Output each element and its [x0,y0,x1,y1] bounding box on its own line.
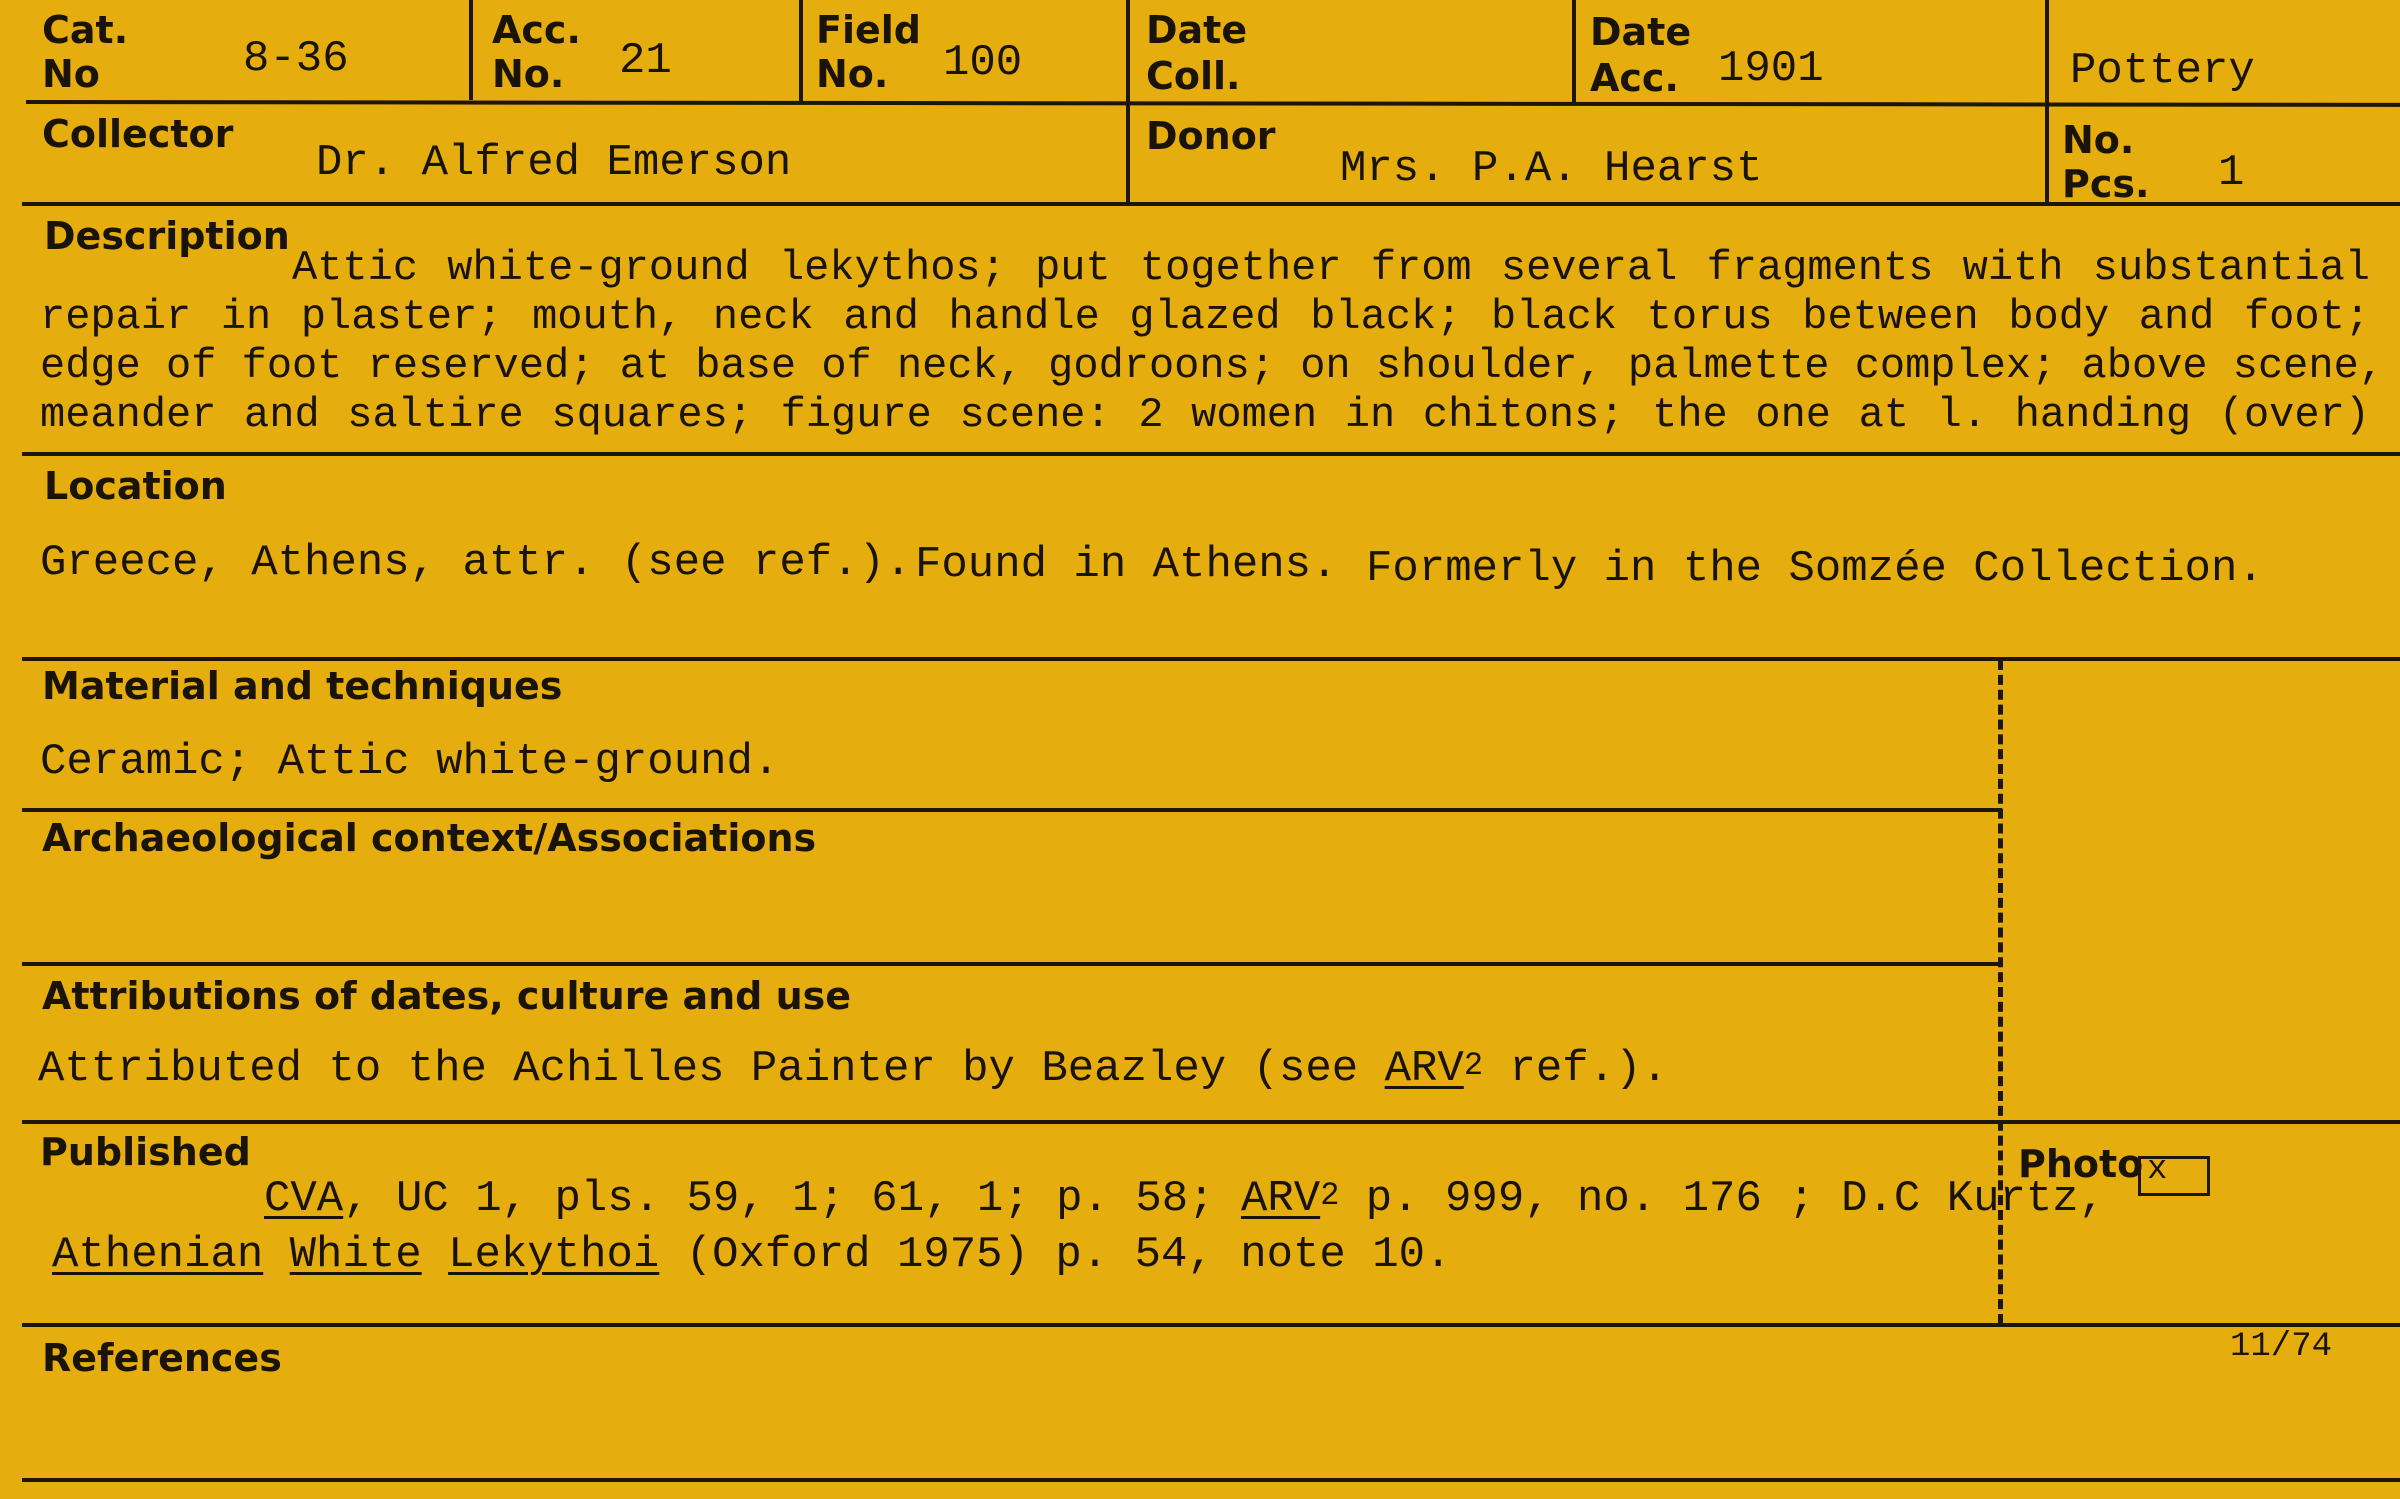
description-line-3: edge of foot reserved; at base of neck, godroons; on shoulder, palmette complex; above scene, [40,342,2384,390]
rule-collector [22,202,2400,206]
collector-value: Dr. Alfred Emerson [316,138,792,188]
rule-description [22,452,2400,456]
divider-cat-acc [469,0,473,100]
published-label: Published [40,1130,251,1174]
donor-label: Donor [1146,114,1276,158]
description-label: Description [44,214,290,258]
card-date: 11/74 [2230,1328,2333,1366]
location-text-part-3: Formerly in the Somzée Collection. [1366,544,2264,594]
published-line-2 [52,1230,1451,1280]
photo-label: Photo [2018,1142,2144,1186]
donor-value: Mrs. P.A. Hearst [1340,144,1763,194]
field-no-label-1: Field [816,8,921,52]
acc-no-label-2: No. [492,52,565,96]
divider-donor-pcs [2045,104,2049,204]
divider-field-datecoll [1126,0,1130,102]
published-line-1 [264,1174,2105,1227]
field-no-label-2: No. [816,52,889,96]
description-text [40,244,2384,440]
cat-no-label-2: No [42,52,100,96]
location-text-part-1: Greece, Athens, attr. (see ref.). [40,538,912,588]
no-pcs-value: 1 [2218,148,2245,198]
published-arv-sup: 2 [1320,1177,1340,1214]
material-value: Ceramic; Attic white-ground. [40,737,780,787]
photo-check-mark: x [2147,1151,2168,1189]
context-label: Archaeological context/Associations [42,816,817,860]
cat-no-value: 8-36 [243,34,349,84]
acc-no-value: 21 [619,36,672,86]
attributions-after: ref.). [1483,1044,1668,1094]
date-coll-label-1: Date [1146,8,1248,52]
divider-collector-donor [1126,102,1130,204]
rule-attributions [22,1120,2400,1124]
location-text-part-2: Found in Athens. [915,540,1338,590]
date-acc-value: 1901 [1718,44,1824,94]
divider-dateacc-category [2045,0,2049,104]
location-label: Location [44,464,227,508]
no-pcs-label-1: No. [2062,118,2135,162]
references-label: References [42,1336,282,1380]
published-cva: CVA [264,1174,344,1224]
category-value: Pottery [2070,46,2255,96]
field-no-value: 100 [943,38,1023,88]
rule-bottom [22,1478,2400,1482]
description-line-1: Attic white-ground lekythos; put together from several fragments with substantial [292,244,2370,292]
divider-datecoll-dateacc [1572,0,1576,104]
published-l2-rest: (Oxford 1975) p. 54, note 10. [659,1230,1452,1280]
attributions-arv-ref: ARV [1384,1044,1464,1094]
no-pcs-label-2: Pcs. [2062,162,2150,206]
published-arv: ARV [1240,1174,1321,1224]
acc-no-label-1: Acc. [492,8,581,52]
published-athenian: Athenian [52,1230,264,1280]
attributions-arv-sup: 2 [1463,1047,1484,1084]
description-line-4: meander and saltire squares; figure scene: 2 women in chitons; the one at l. handing (over) [40,391,2370,439]
rule-published [22,1323,2400,1327]
published-l1-a: , UC 1, pls. 59, 1; 61, 1; p. 58; [343,1174,1241,1224]
attributions-label: Attributions of dates, culture and use [42,974,852,1018]
rule-location [22,657,2400,661]
rule-header [26,100,2400,107]
date-coll-label-2: Coll. [1146,54,1241,98]
photo-checkbox [2138,1151,2210,1196]
description-line-2: repair in plaster; mouth, neck and handle glazed black; black torus between body and foot; [40,293,2370,341]
collector-label: Collector [42,112,234,156]
rule-context [22,962,2002,966]
cat-no-label-1: Cat. [42,8,129,52]
rule-material [22,808,2002,812]
published-white: White [289,1230,422,1280]
published-l1-b: p. 999, no. 176 ; D.C Kurtz, [1339,1174,2106,1224]
date-acc-label-2: Acc. [1590,56,1679,100]
published-lekythoi: Lekythoi [448,1230,660,1280]
attributions-before: Attributed to the Achilles Painter by Beazley (see [38,1044,1385,1094]
attributions-text [38,1044,1668,1097]
material-label: Material and techniques [42,664,563,708]
date-acc-label-1: Date [1590,10,1692,54]
divider-acc-field [799,0,803,102]
